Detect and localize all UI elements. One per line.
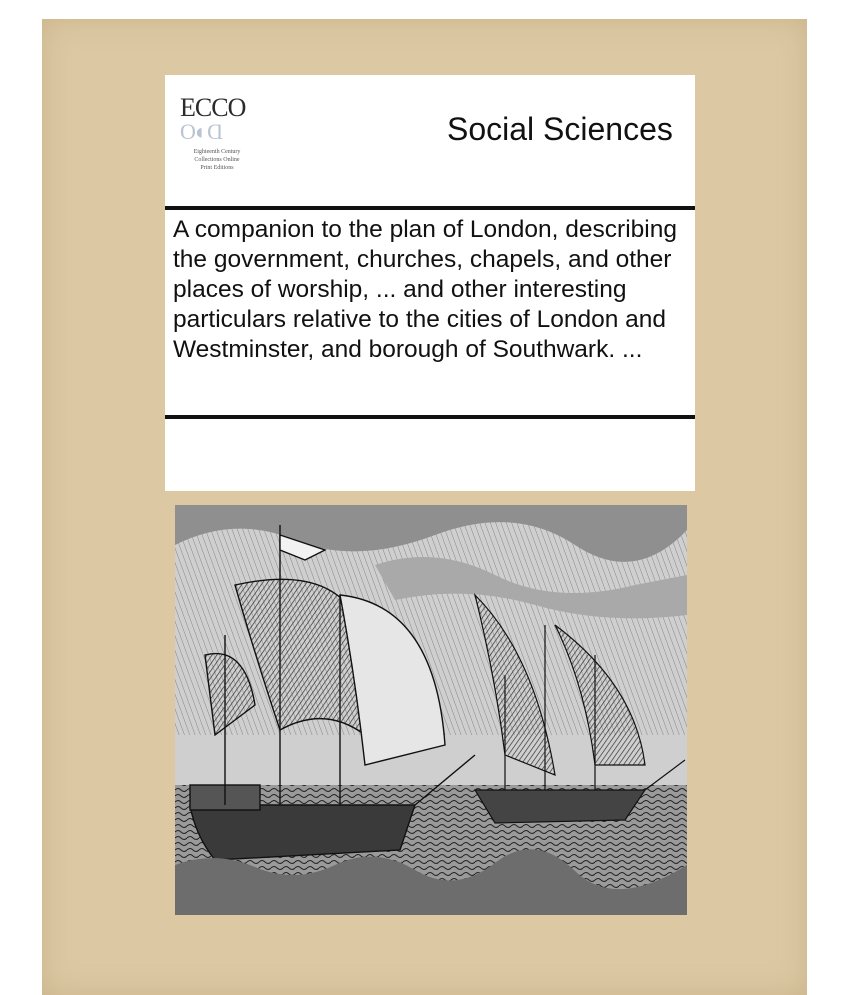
book-cover xyxy=(42,19,807,995)
category-label: Social Sciences xyxy=(447,111,673,147)
book-title: A companion to the plan of London, describing the government, churches, chapels, and other places of worship, ... and other interesting particulars relative to the cities of London and Westminster, and borough of Southwark. ... xyxy=(173,216,677,363)
logo-word-outline: O◐Ɑ xyxy=(180,119,223,144)
divider-bottom xyxy=(165,415,695,419)
ships-engraving xyxy=(175,505,687,915)
divider-top xyxy=(165,206,695,210)
ecco-logo xyxy=(177,93,257,183)
logo-subtitle: Eighteenth Century Collections Online Print Editions xyxy=(193,149,241,171)
logo-word: ECCO xyxy=(180,93,246,122)
title-panel xyxy=(165,75,695,491)
